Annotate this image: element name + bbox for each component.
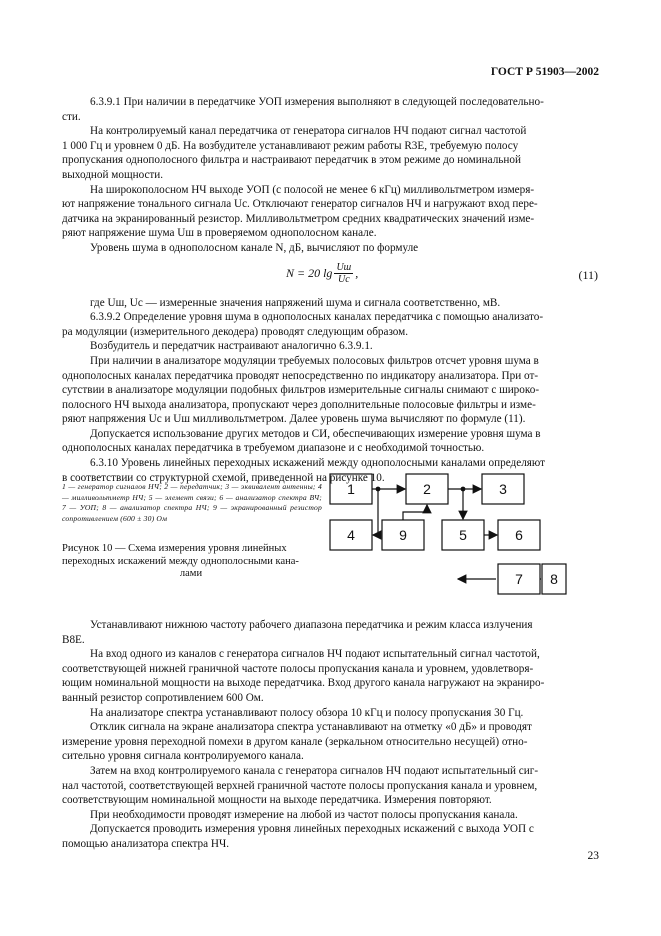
text-line: ряют напряжение шума Uш в проверяемом однополосном канале. (62, 227, 377, 240)
formula-lhs: N = 20 lg (286, 265, 333, 280)
text-line: нал частотой, соответствующей верхней граничной частоте полосы пропускания канала и уровнем, (62, 779, 538, 792)
block-label-1: 1 (347, 481, 355, 497)
formula-fraction (334, 262, 353, 285)
text-line: помощью анализатора спектра НЧ. (62, 837, 230, 850)
formula-numerator: Uш (336, 261, 352, 273)
link-to-4 (373, 489, 378, 535)
text-line: При необходимости проводят измерение на любой из частот полосы пропускания канала. (90, 808, 518, 821)
text-line: выходной мощности. (62, 168, 164, 181)
text-line: ванный резистор сопротивлением 600 Ом. (62, 691, 264, 704)
text-line: На широкополосном НЧ выходе УОП (с полосой не менее 6 кГц) милливольтметром измеря- (90, 183, 535, 196)
text-line: 6.3.9.1 При наличии в передатчике УОП измерения выполняют в следующей последовательно- (90, 96, 544, 108)
text-line: На контролируемый канал передатчика от генератора сигналов НЧ подают сигнал частотой (90, 125, 527, 138)
text-line: Затем на вход контролируемого канала с генератора сигналов НЧ подают испытательный сиг- (90, 764, 539, 777)
text-line: Уровень шума в однополосном канале N, дБ, вычисляют по формуле (90, 241, 419, 254)
block-label-8: 8 (550, 571, 558, 587)
block-label-6: 6 (515, 527, 523, 543)
text-line: в соответствии со структурной схемой, приведенной на рисунке 10. (62, 471, 385, 484)
caption-line-1: Рисунок 10 — Схема измерения уровня линейных (62, 543, 287, 554)
page-number: 23 (587, 850, 599, 862)
block-label-7: 7 (515, 571, 523, 587)
text-line: ра модуляции (измерительного декодера) проводят следующим образом. (62, 325, 409, 338)
text-line: Допускается использование других методов и СИ, обеспечивающих измерение уровня шума в (90, 427, 541, 440)
text-line: однополосных каналах передатчика проводят непосредственно по индикатору анализатора. При от- (62, 369, 539, 382)
text-line: сти. (62, 110, 81, 123)
text-line: На вход одного из каналов с генератора сигналов НЧ подают испытательный сигнал частотой, (90, 648, 540, 661)
block-label-2: 2 (423, 481, 431, 497)
figure-legend: 1 — генератор сигналов НЧ; 2 — передатчик; 3 — эквивалент антенны; 4 — милливольтметр НЧ; 5 — элемент связи; 6 — анализатор спектра ВЧ; 7 — УОП; 8 — анализатор спектра НЧ; 9 — экранированный резистор сопротивлением (600 ± 30) Ом (62, 482, 322, 523)
text-line: При наличии в анализаторе модуляции требуемых полосовых фильтров отсчет уровня шума в (90, 354, 539, 367)
text-line: где Uш, Uс — измеренные значения напряжений шума и сигнала соответственно, мВ. (90, 296, 501, 309)
text-line: соответствующей нижней граничной частоте полосы пропускания канала и уровнем, удовлетворя- (62, 662, 534, 675)
text-line: измерение уровня переходной помехи в другом канале (зеркальном относительно несущей) отно- (62, 735, 528, 748)
caption-line-2: переходных искажений между однополосными кана- (62, 555, 299, 567)
formula-denominator: Uс (337, 273, 350, 285)
text-line: 6.3.10 Уровень линейных переходных искажений между однополосными каналами определяют (90, 457, 546, 470)
text-line: полосного НЧ выхода анализатора, пропускают через дополнительные полосовые фильтры и изме- (62, 398, 536, 411)
text-line: ющим номинальной мощности на выходе передатчика. Вход другого канала нагружают на экраниро- (62, 677, 545, 690)
text-line: Отклик сигнала на экране анализатора спектра устанавливают на отметку «0 дБ» и проводят (90, 721, 532, 734)
text-line: соответствующим номинальной мощности на выходе передатчика. Измерения повторяют. (62, 794, 492, 807)
formula-trailing: , (355, 265, 359, 280)
text-line: пропускания однополосного фильтра и настраивают передатчик в этом режиме до номинальной (62, 154, 521, 167)
text-line: Допускается проводить измерения уровня линейных переходных искажений с выхода УОП с (90, 823, 534, 836)
text-line: ряют напряжения Uс и Uш милливольтметром. Далее уровень шума вычисляют по формуле (11). (62, 413, 526, 426)
block-diagram (328, 470, 568, 598)
link-9-2 (403, 505, 427, 520)
text-line: сительно уровня сигнала контролируемого канала. (62, 750, 304, 763)
text-line: ют напряжение тонального сигнала Uс. Отключают генератор сигналов НЧ и нагружают вход пере- (62, 198, 538, 211)
text-block-lower (62, 618, 598, 852)
document-code-header: ГОСТ Р 51903—2002 (490, 66, 599, 78)
text-line: На анализаторе спектра устанавливают полосу обзора 10 кГц и полосу пропускания 30 Гц. (90, 706, 524, 719)
text-line: Возбудитель и передатчик настраивают аналогично 6.3.9.1. (90, 340, 373, 353)
text-line: однополосных каналах передатчика в требуемом диапазоне и с необходимой точностью. (62, 442, 485, 455)
text-line: сутствии в анализаторе модуляции подобных фильтров измерительные сигналы снимают с широко- (62, 384, 540, 397)
text-line: 6.3.9.2 Определение уровня шума в однополосных каналах передатчика с помощью анализато- (90, 311, 544, 324)
text-block-top (62, 95, 598, 485)
text-line: Устанавливают нижнюю частоту рабочего диапазона передатчика и режим класса излучения (90, 619, 533, 631)
figure-caption (62, 543, 320, 581)
formula-11 (90, 256, 598, 296)
formula-number: (11) (578, 267, 598, 282)
block-label-4: 4 (347, 527, 355, 543)
text-line: 1 000 Гц и уровнем 0 дБ. На возбудителе устанавливают режим работы R3E, требуемую полосу (62, 139, 519, 152)
text-line: датчика на экранированный резистор. Милливольтметром средних квадратических значений изме- (62, 212, 535, 225)
block-label-5: 5 (459, 527, 467, 543)
caption-line-3: лами (179, 568, 203, 579)
block-label-9: 9 (399, 527, 407, 543)
block-label-3: 3 (499, 481, 507, 497)
text-line: B8E. (62, 633, 85, 646)
